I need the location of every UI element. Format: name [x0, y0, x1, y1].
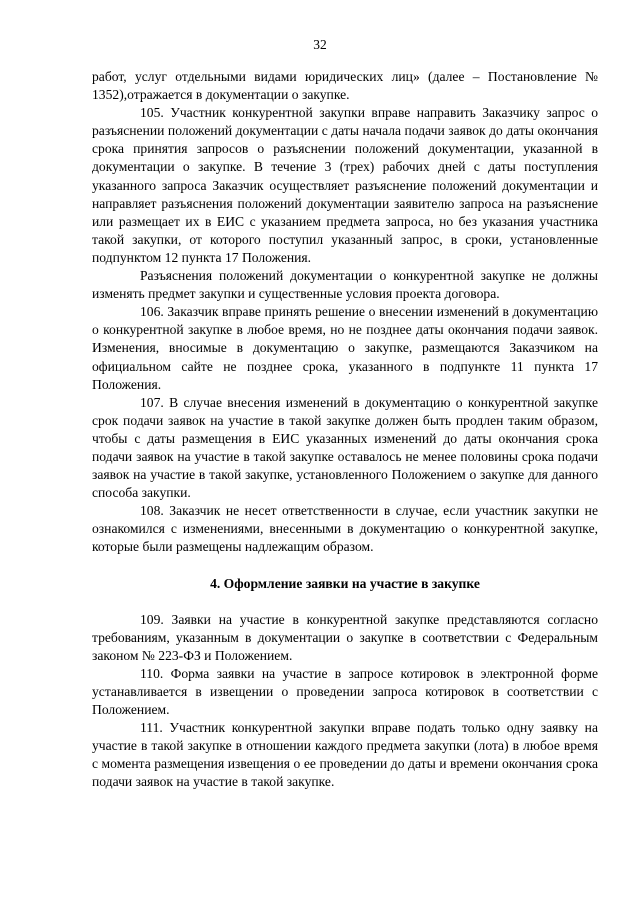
paragraph-109: 109. Заявки на участие в конкурентной закупке представляются согласно требованиям, указанным в документации о закупке в соответствии с Федеральным законом № 223-ФЗ и Положением. [92, 611, 598, 663]
section-heading: 4. Оформление заявки на участие в закупке [210, 575, 480, 591]
paragraph-107: 107. В случае внесения изменений в документацию о конкурентной закупке срок подачи заявок на участие в такой закупке должен быть продлен таким образом, чтобы с даты размещения в ЕИС указанных изменений до даты окончания срока подачи заявок на участие в такой закупке оставалось не менее половины срока подачи заявок на участие в такой закупке, установленного Положением о закупке для данного способа закупки. [92, 394, 598, 501]
paragraph-110: 110. Форма заявки на участие в запросе котировок в электронной форме устанавливается в извещении о проведении запроса котировок в соответствии с Положением. [92, 665, 598, 718]
document-body [92, 68, 598, 792]
paragraph-106: 106. Заказчик вправе принять решение о внесении изменений в документацию о конкурентной закупке в любое время, но не позднее даты окончания подачи заявок. Изменения, вносимые в документацию о закупке, размещаются Заказчиком на официальном сайте не позднее срока, указанного в подпункте 11 пункта 17 Положения. [92, 304, 598, 392]
paragraph-continuation: работ, услуг отдельными видами юридических лиц» (далее – Постановление № 1352),отражается в документации о закупке. [92, 69, 598, 103]
paragraph-108: 108. Заказчик не несет ответственности в случае, если участник закупки не ознакомился с изменениями, внесенными в документацию о конкурентной закупке, которые были размещены надлежащим образом. [92, 503, 598, 555]
page-number: 32 [313, 37, 327, 52]
paragraph-105: 105. Участник конкурентной закупки вправе направить Заказчику запрос о разъяснении положений документации с даты начала подачи заявок до даты окончания срока принятия запросов о разъяснении положений документации, указанной в документации о закупке. В течение 3 (трех) рабочих дней с даты поступления указанного запроса Заказчик осуществляет разъяснение положений документации и направляет разъяснения положений документации заявителю запроса на разъяснение или размещает их в ЕИС с указанием предмета запроса, но без указания участника такой закупки, от которого поступил указанный запрос, в сроки, установленные подпунктом 12 пункта 17 Положения. [92, 105, 598, 265]
paragraph-111: 111. Участник конкурентной закупки вправе подать только одну заявку на участие в такой закупке в отношении каждого предмета закупки (лота) в любое время с момента размещения извещения о ее проведении до даты и времени окончания срока подачи заявок на участие в такой закупке. [92, 720, 598, 790]
paragraph-clarifications: Разъяснения положений документации о конкурентной закупке не должны изменять предмет закупки и существенные условия проекта договора. [92, 268, 598, 302]
